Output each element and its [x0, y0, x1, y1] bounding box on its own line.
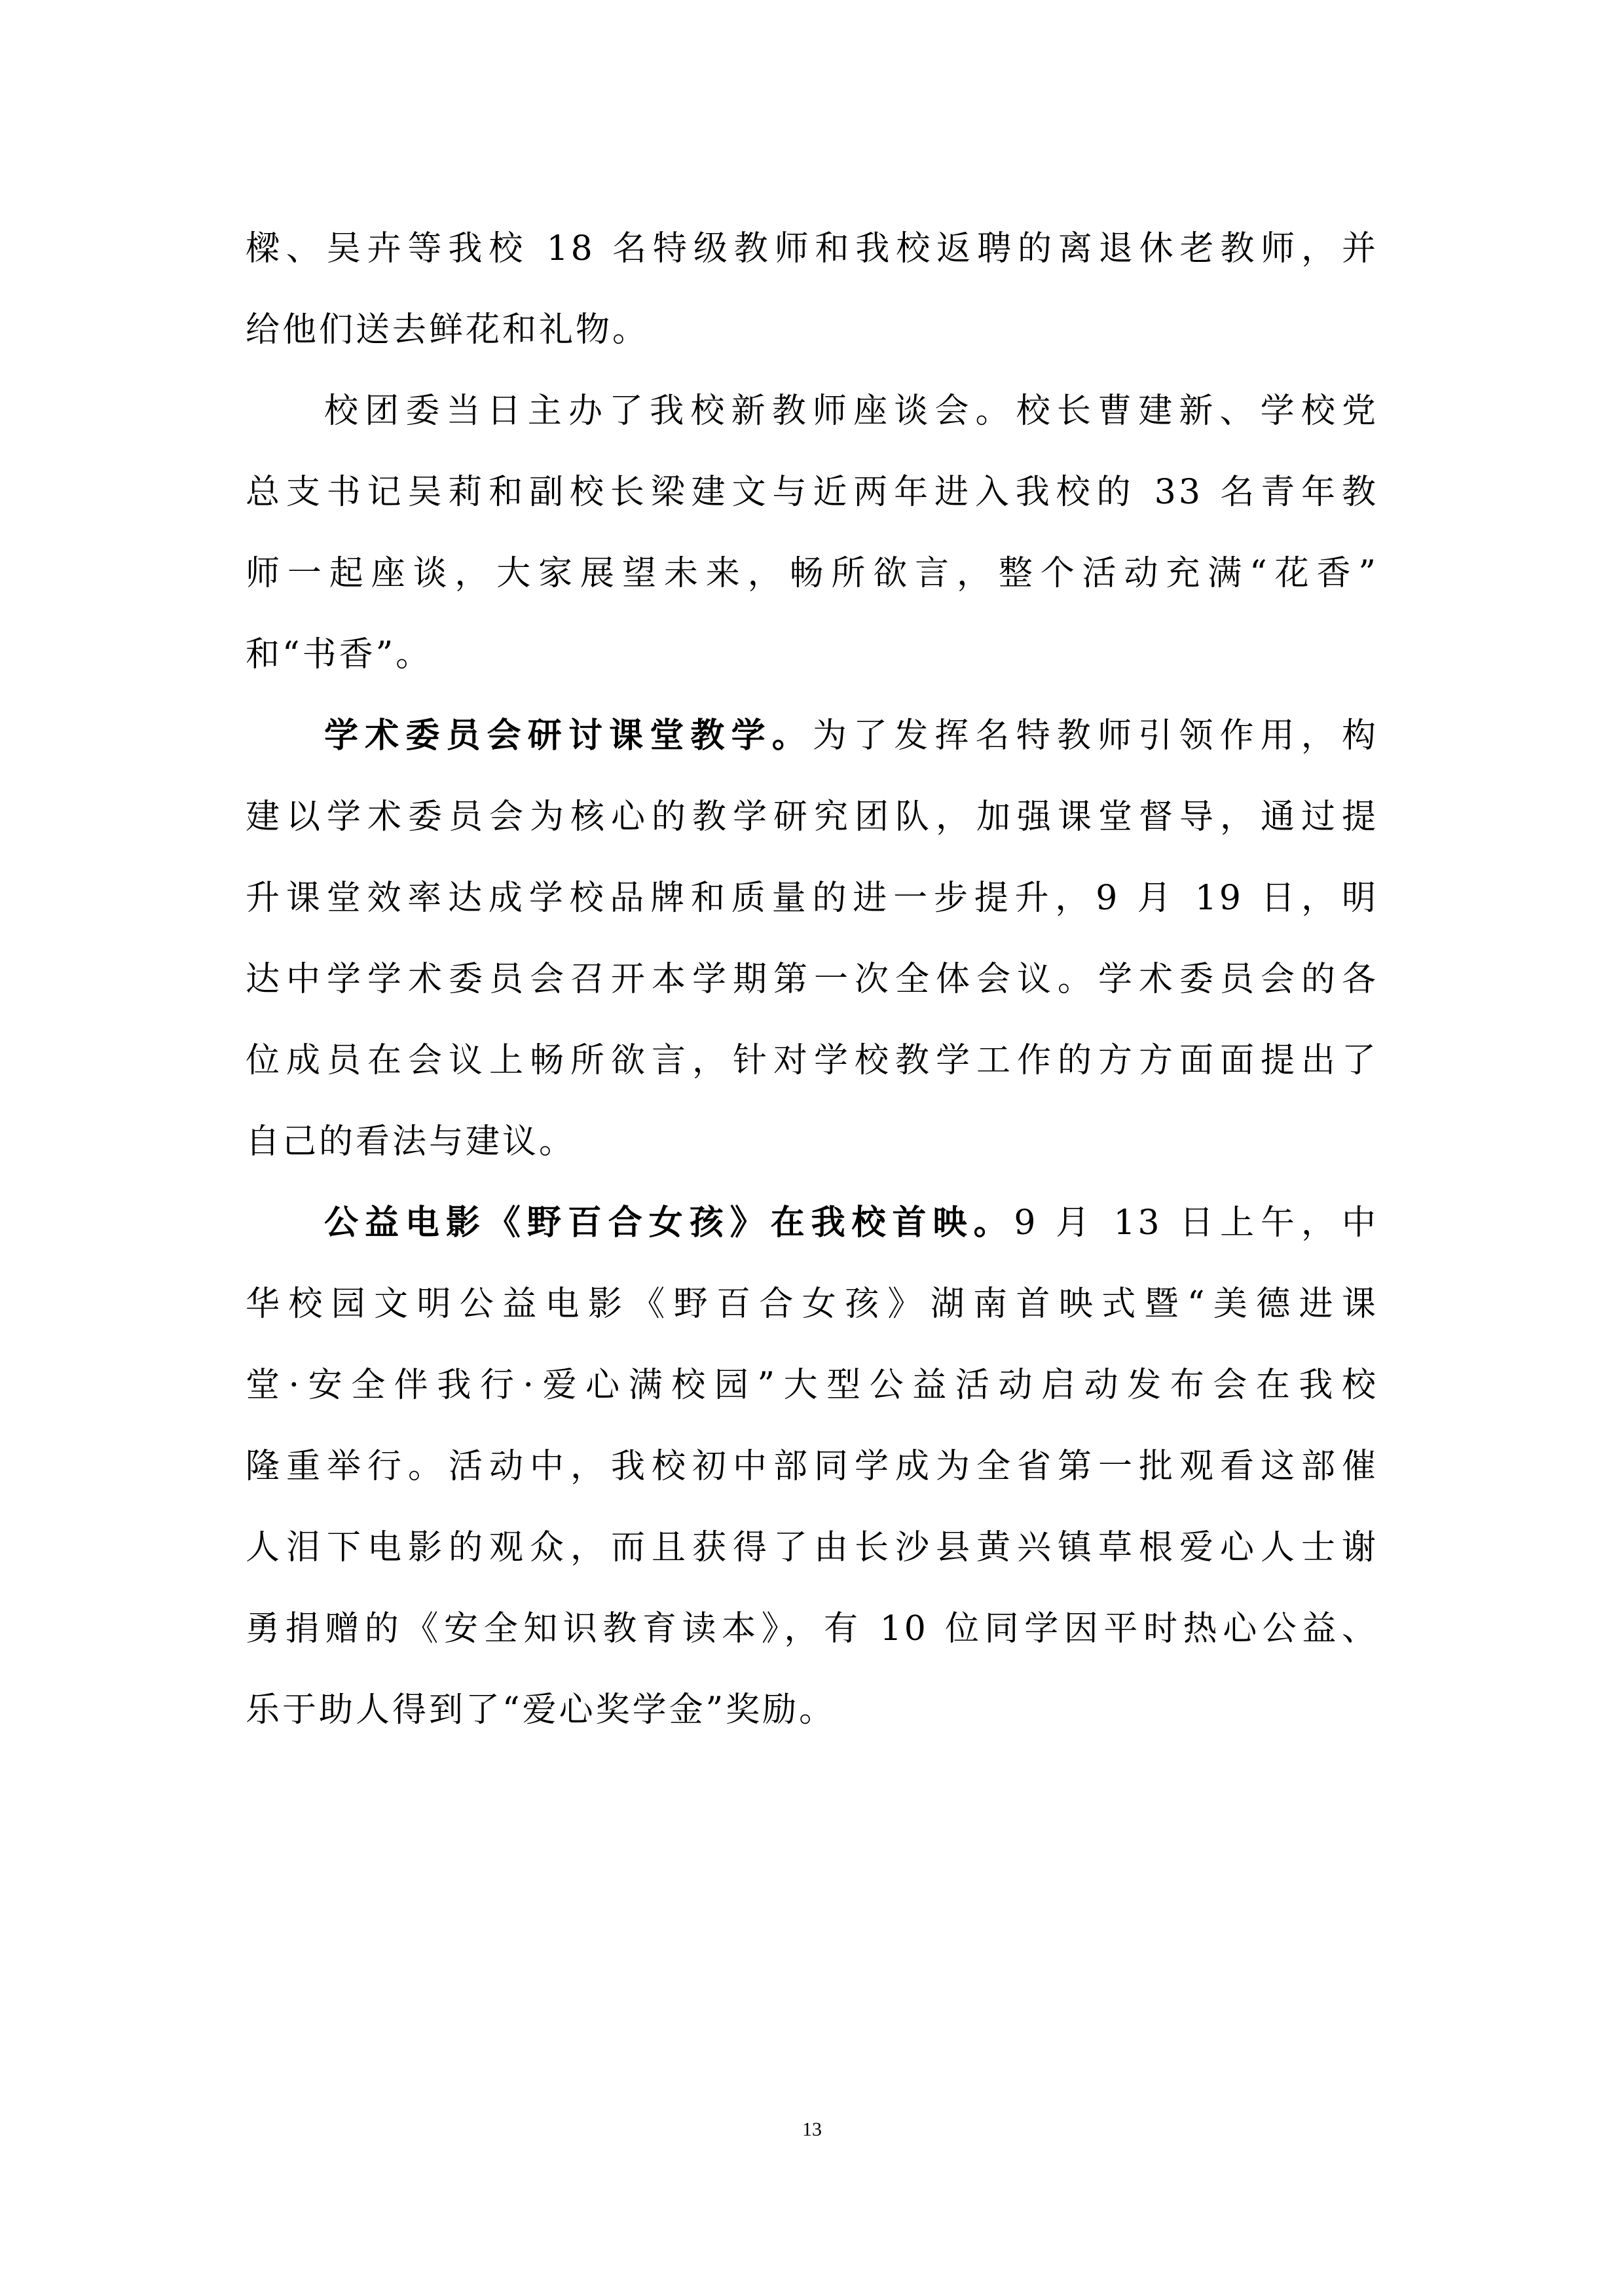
- section-heading: 公益电影《野百合女孩》在我校首映。: [324, 1203, 1014, 1243]
- text-line: 隆重举行。活动中，我校初中部同学成为全省第一批观看这部催: [246, 1447, 1378, 1486]
- text-span: 9 月 13 日上午，中: [1014, 1203, 1378, 1243]
- section-heading: 学术委员会研讨课堂教学。: [324, 716, 813, 756]
- text-line: 总支书记吴莉和副校长梁建文与近两年进入我校的 33 名青年教: [246, 473, 1378, 512]
- text-line: 华校园文明公益电影《野百合女孩》湖南首映式暨“美德进课: [246, 1285, 1378, 1324]
- page-number: 13: [802, 2119, 822, 2140]
- paragraph-teacher-visit: [246, 208, 1378, 371]
- text-line: [246, 1182, 1378, 1264]
- text-line: 樑、吴卉等我校 18 名特级教师和我校返聘的离退休老教师，并: [246, 229, 1378, 268]
- paragraph-film-premiere: [246, 1182, 1378, 1751]
- text-line: 和“书香”。: [246, 635, 433, 674]
- document-body: [246, 208, 1378, 1751]
- text-line: [246, 695, 1378, 776]
- paragraph-new-teacher-forum: [246, 371, 1378, 695]
- text-line: 升课堂效率达成学校品牌和质量的进一步提升，9 月 19 日，明: [246, 879, 1378, 918]
- text-line: 建以学术委员会为核心的教学研究团队，加强课堂督导，通过提: [246, 797, 1378, 837]
- text-line: 达中学学术委员会召开本学期第一次全体会议。学术委员会的各: [246, 960, 1378, 999]
- text-line: 自己的看法与建议。: [246, 1122, 576, 1161]
- text-line: 师一起座谈，大家展望未来，畅所欲言，整个活动充满“花香”: [246, 554, 1378, 593]
- text-line: 位成员在会议上畅所欲言，针对学校教学工作的方方面面提出了: [246, 1041, 1378, 1080]
- text-line: 勇捐赠的《安全知识教育读本》，有 10 位同学因平时热心公益、: [246, 1609, 1378, 1649]
- text-line: 给他们送去鲜花和礼物。: [246, 310, 650, 350]
- text-line: 堂·安全伴我行·爱心满校园”大型公益活动启动发布会在我校: [246, 1366, 1378, 1405]
- text-line: 乐于助人得到了“爱心奖学金”奖励。: [246, 1690, 836, 1730]
- text-span: 为了发挥名特教师引领作用，构: [812, 716, 1378, 756]
- paragraph-academic-committee: [246, 695, 1378, 1182]
- text-line: 人泪下电影的观众，而且获得了由长沙县黄兴镇草根爱心人士谢: [246, 1528, 1378, 1567]
- text-line: 校团委当日主办了我校新教师座谈会。校长曹建新、学校党: [324, 392, 1378, 431]
